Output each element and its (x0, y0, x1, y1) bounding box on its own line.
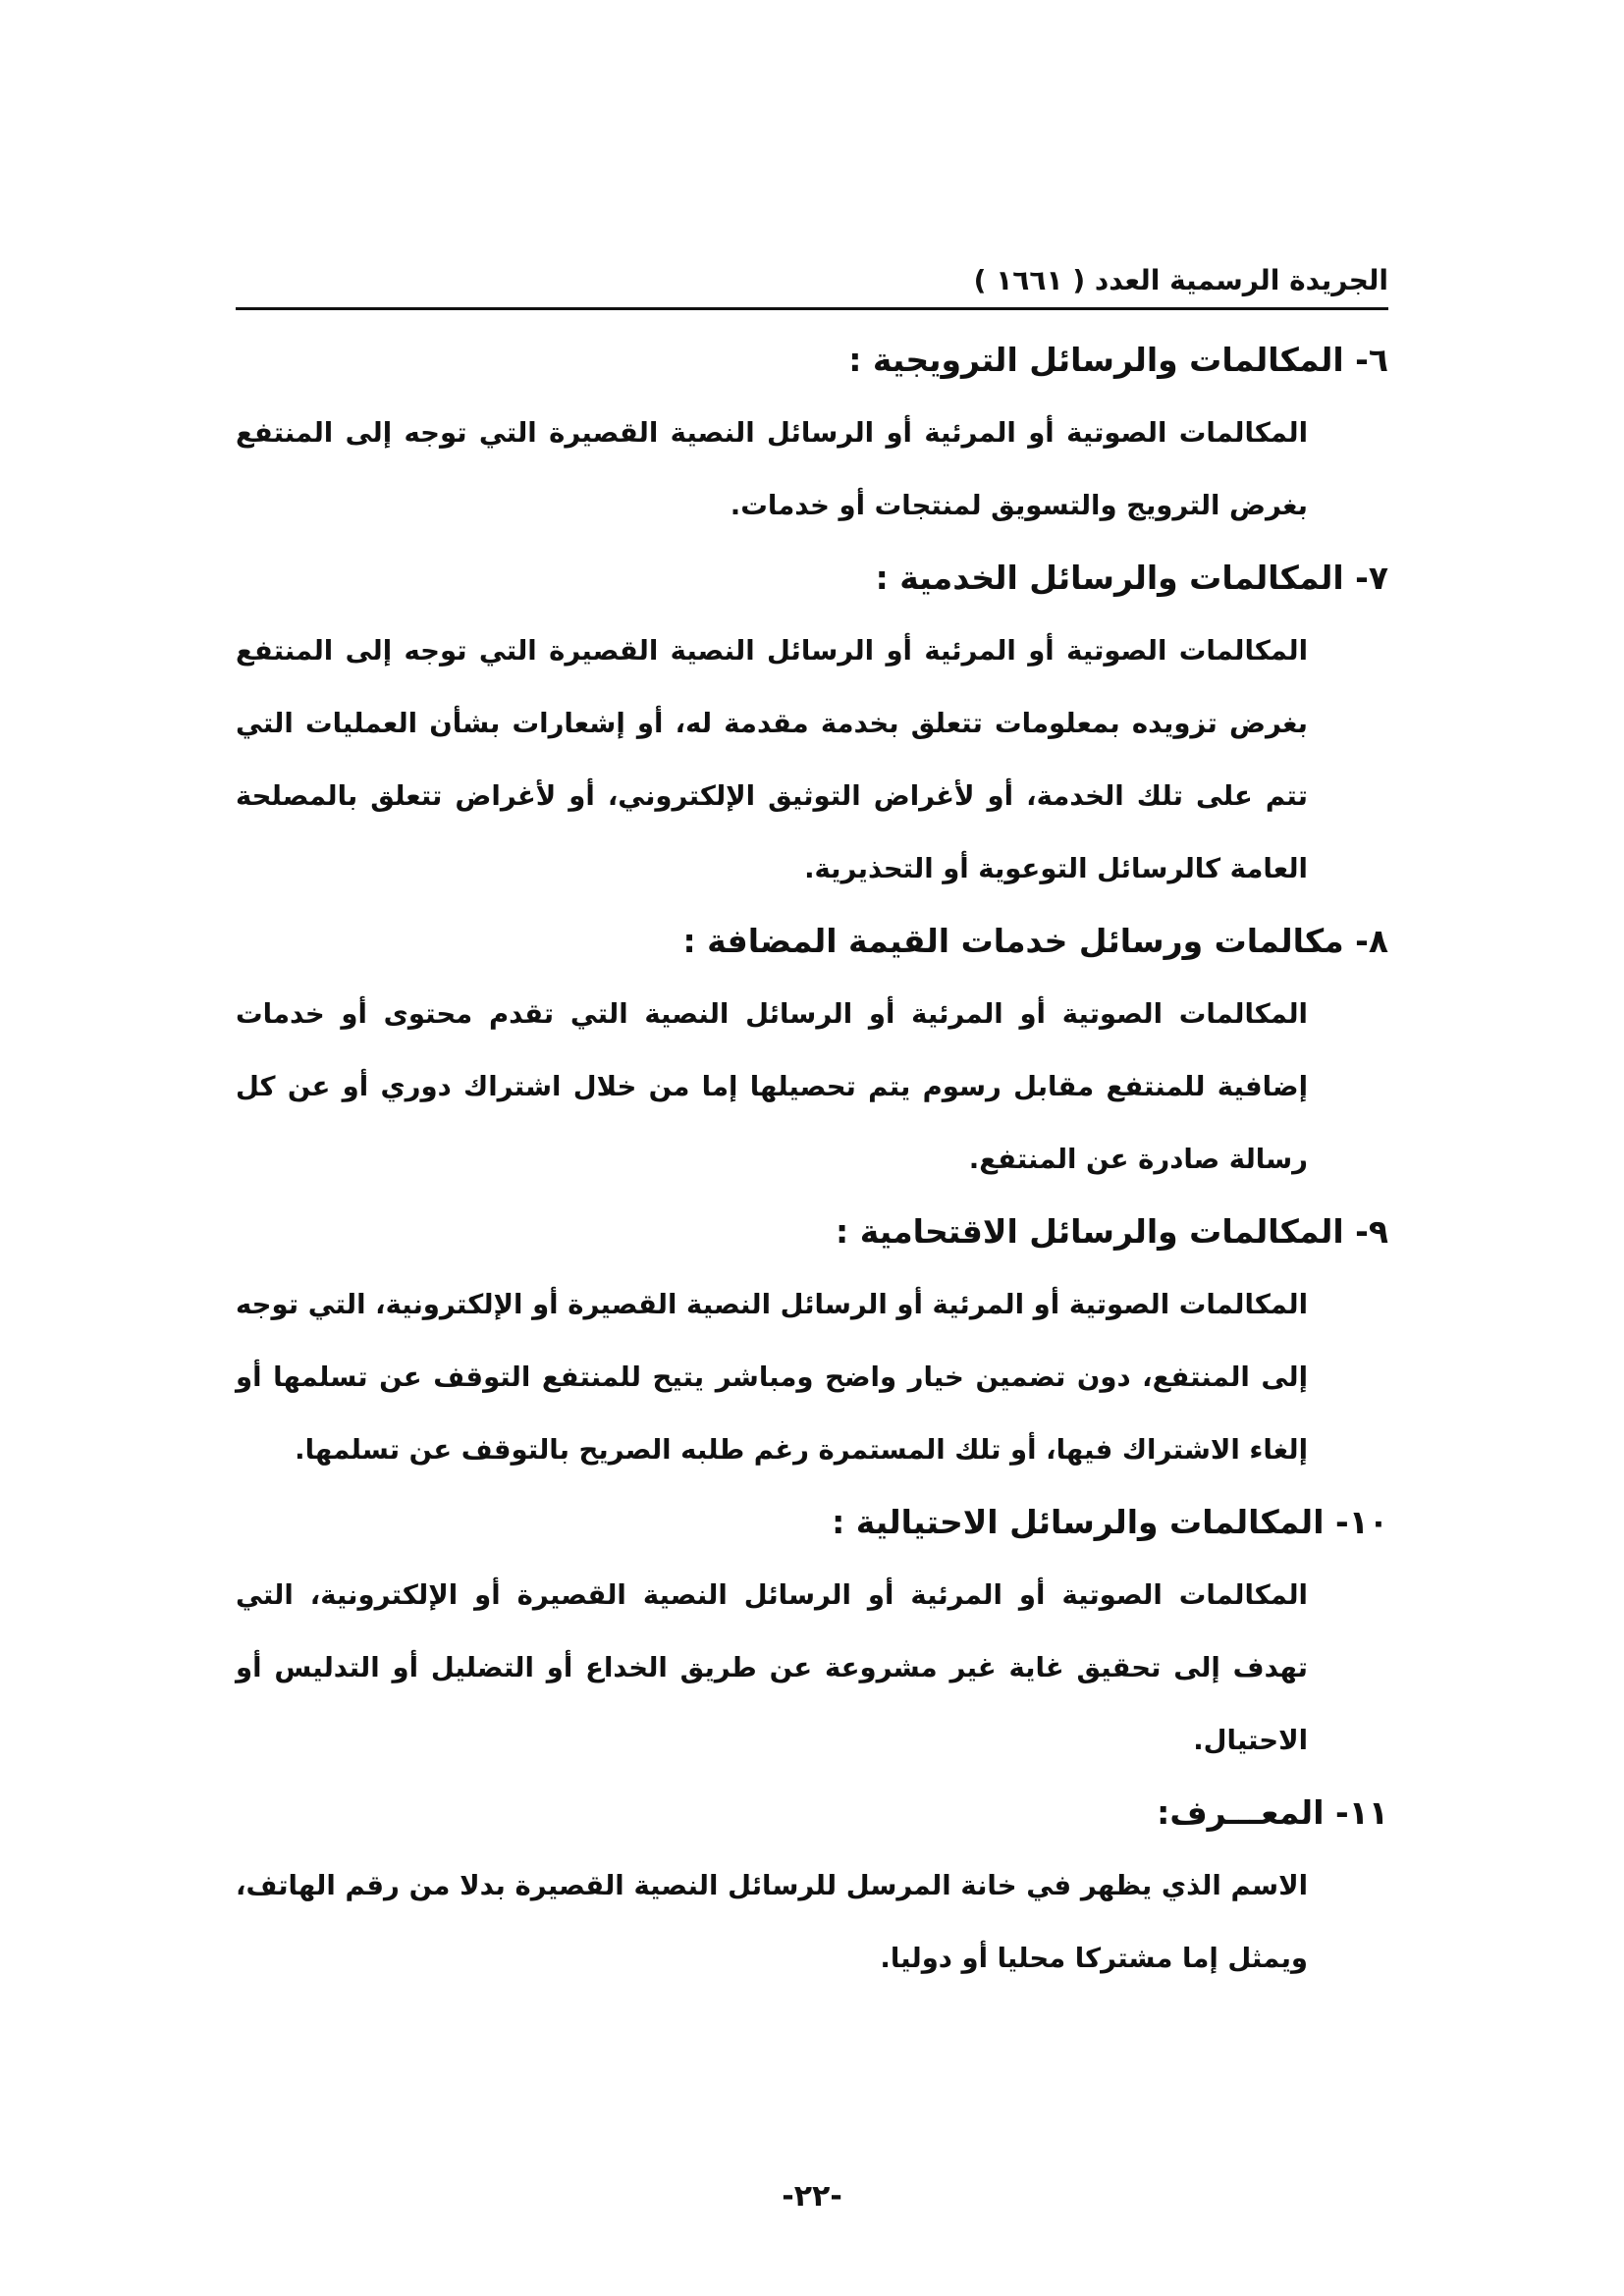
document-body (236, 324, 1388, 1995)
section-heading: ١١- المعـــرف: (1157, 1793, 1388, 1832)
section-body: المكالمات الصوتية أو المرئية أو الرسائل النصية القصيرة التي توجه إلى المنتفع بغرض تزويده بمعلومات تتعلق بخدمة مقدمة له، أو إشعارات بشأن العمليات التي تتم على تلك الخدمة، أو لأغراض التوثيق الإلكتروني، أو لأغراض تتعلق بالمصلحة العامة كالرسائل التوعوية أو التحذيرية. (236, 635, 1308, 884)
section-heading: ٧- المكالمات والرسائل الخدمية : (875, 559, 1388, 597)
definition-section (236, 1777, 1388, 1995)
section-body: المكالمات الصوتية أو المرئية أو الرسائل النصية القصيرة التي توجه إلى المنتفع بغرض الترويج والتسويق لمنتجات أو خدمات. (236, 417, 1308, 521)
definition-section (236, 324, 1388, 542)
page-number: -٢٢- (782, 2179, 842, 2214)
definition-section (236, 905, 1388, 1196)
section-heading: ٨- مكالمات ورسائل خدمات القيمة المضافة : (682, 922, 1388, 960)
section-heading: ١٠- المكالمات والرسائل الاحتيالية : (832, 1503, 1388, 1541)
section-heading: ٩- المكالمات والرسائل الاقتحامية : (836, 1212, 1388, 1251)
definition-section (236, 542, 1388, 905)
section-body: المكالمات الصوتية أو المرئية أو الرسائل النصية القصيرة أو الإلكترونية، التي تهدف إلى تحقيق غاية غير مشروعة عن طريق الخداع أو التضليل أو التدليس أو الاحتيال. (236, 1579, 1308, 1756)
running-header: الجريدة الرسمية العدد ( ١٦٦١ ) (973, 264, 1388, 296)
definition-section (236, 1486, 1388, 1777)
section-body: المكالمات الصوتية أو المرئية أو الرسائل النصية التي تقدم محتوى أو خدمات إضافية للمنتفع مقابل رسوم يتم تحصيلها إما من خلال اشتراك دوري أو عن كل رسالة صادرة عن المنتفع. (236, 998, 1308, 1175)
section-body: المكالمات الصوتية أو المرئية أو الرسائل النصية القصيرة أو الإلكترونية، التي توجه إلى المنتفع، دون تضمين خيار واضح ومباشر يتيح للمنتفع التوقف عن تسلمها أو إلغاء الاشتراك فيها، أو تلك المستمرة رغم طلبه الصريح بالتوقف عن تسلمها. (236, 1289, 1308, 1466)
header-divider (236, 307, 1388, 310)
section-body: الاسم الذي يظهر في خانة المرسل للرسائل النصية القصيرة بدلا من رقم الهاتف، ويمثل إما مشتركا محليا أو دوليا. (236, 1870, 1308, 1974)
section-heading: ٦- المكالمات والرسائل الترويجية : (848, 341, 1388, 379)
definition-section (236, 1196, 1388, 1486)
